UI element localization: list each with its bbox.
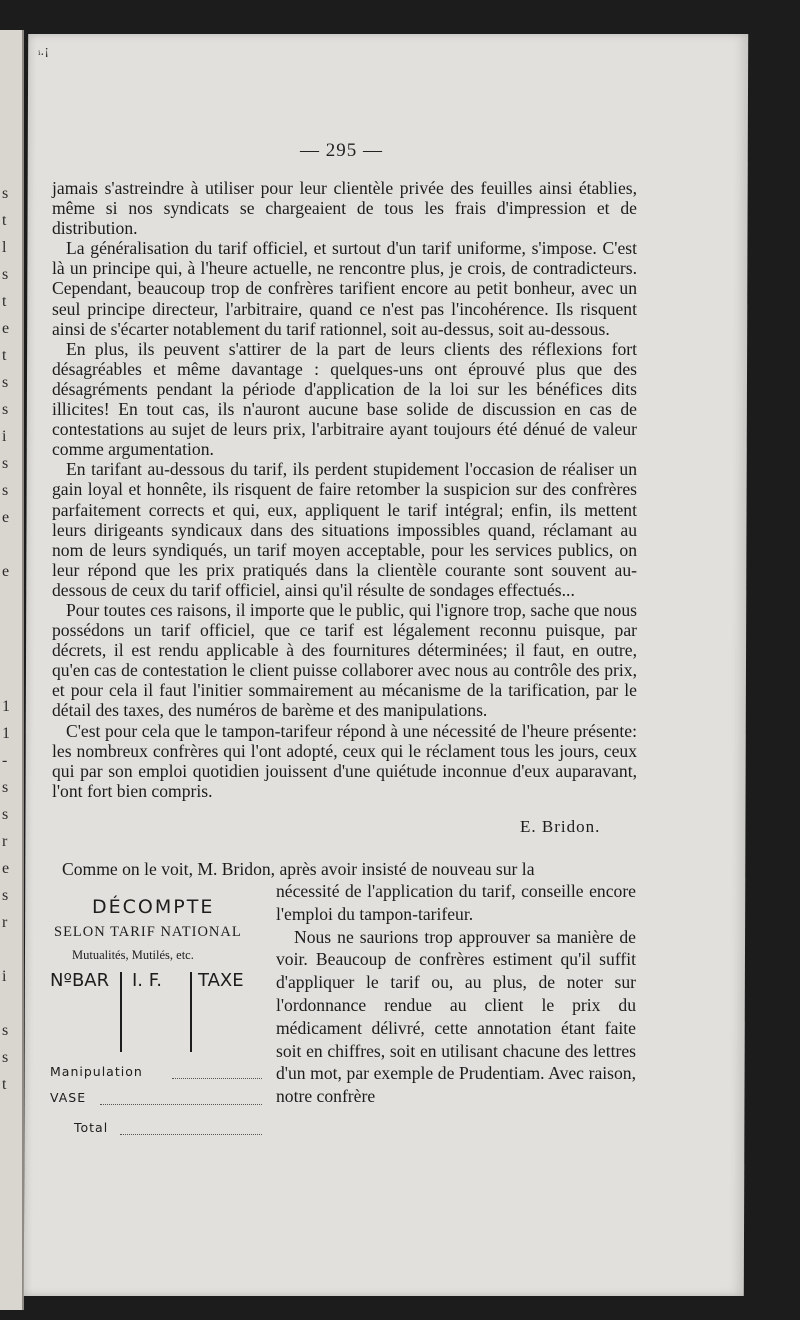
binding-mark: ᵢ.¡	[38, 44, 50, 58]
decompte-stamp	[50, 892, 270, 1142]
stamp-column-if: I. F.	[132, 970, 162, 991]
stamp-row-total: Total	[74, 1120, 109, 1135]
previous-page-margin-letters: s t l s t e t s s i s s e e 1 1 - s s r e s r i s s t	[2, 185, 10, 1093]
stamp-subtitle-2: Mutualités, Mutilés, etc.	[72, 948, 194, 962]
article-body	[52, 178, 637, 801]
stamp-row-vase: VASE	[50, 1090, 87, 1105]
paragraph: En tarifant au-dessous du tarif, ils perdent stupidement l'occasion de réaliser un gain loyal et honnête, ils risquent de faire retomber la suspicion sur des confrères parfaitement corrects et qui, eux, appliquent le tarif intégral; enfin, ils mettent leurs dirigeants syndicaux dans des situations impossibles quand, réclamant au nom de leurs syndiqués, un tarif moyen acceptable, pour les services publics, on leur répond que les prix pratiqués dans la clientèle courante sont souvent au-dessous de ceux du tarif officiel, ainsi qu'il résulte de sondages effectués...	[52, 459, 637, 600]
paragraph: La généralisation du tarif officiel, et surtout d'un tarif uniforme, s'impose. C'est là un principe qui, à l'heure actuelle, ne rencontre plus, je crois, de contradicteurs. Cependant, beaucoup trop de confrères tarifient encore au petit bonheur, avec un seul principe directeur, l'arbitraire, quand ce n'est pas l'incohérence. Ils risquent ainsi de s'écarter notablement du tarif rationnel, soit au-dessus, soit au-dessous.	[52, 238, 637, 339]
paragraph: nécessité de l'application du tarif, conseille encore l'emploi du tampon-tarifeur.	[276, 881, 636, 924]
stamp-column-taxe: TAXE	[198, 970, 244, 991]
stamp-subtitle: SELON TARIF NATIONAL	[54, 924, 242, 940]
commentary-body	[276, 880, 636, 1108]
commentary-intro: Comme on le voit, M. Bridon, après avoir insisté de nouveau sur la	[62, 859, 535, 879]
paragraph: Nous ne saurions trop approuver sa manière de voir. Beaucoup de confrères estiment qu'il suffit d'appliquer le tarif ou, au plus, de noter sur l'ordonnance rendue au client le prix du médicament délivré, cette annotation étant faite soit en chiffres, soit en utilisant chacune des lettres d'un mot, par exemple de Prudentiam. Avec raison, notre confrère	[276, 926, 636, 1107]
paragraph: En plus, ils peuvent s'attirer de la part de leurs clients des réflexions fort désagréables et même davantage : quelques-uns ont éprouvé plus que des désagréments pendant la période d'application de la loi sur les bénéfices dits illicites! En tout cas, ils n'auront aucune base solide de discussion en cas de contestations au sujet de leurs prix, l'arbitraire ayant toujours été dénué de valeur comme argumentation.	[52, 338, 637, 460]
stamp-dotted-line	[172, 1078, 262, 1079]
stamp-dotted-line	[100, 1104, 262, 1105]
stamp-title: DÉCOMPTE	[92, 896, 215, 918]
previous-page-edge	[0, 30, 24, 1310]
stamp-divider	[120, 972, 122, 1052]
stamp-column-bareme: NºBAR	[50, 970, 110, 991]
page-number: — 295 —	[300, 140, 383, 161]
author-signature: E. Bridon.	[520, 817, 601, 836]
stamp-row-manipulation: Manipulation	[50, 1064, 143, 1079]
stamp-divider	[190, 972, 192, 1052]
paragraph: C'est pour cela que le tampon-tarifeur répond à une nécessité de l'heure présente: les nombreux confrères qui l'ont adopté, ceux qui le réclament tous les jours, ceux qui par son emploi quotidien jouissent d'une quiétude inconnue d'eux auparavant, l'ont fort bien compris.	[52, 720, 637, 801]
paragraph: Pour toutes ces raisons, il importe que le public, qui l'ignore trop, sache que nous possédons un tarif officiel, que ce tarif est légalement reconnu puisque, par décrets, il est rendu applicable à des fournitures déterminées; il faut, en outre, qu'en cas de contestation le client puisse collaborer avec nous au contrôle des prix, et pour cela il faut l'initier sommairement au mécanisme de la tarification, par le détail des taxes, des numéros de barème et des manipulations.	[52, 599, 637, 721]
paragraph: jamais s'astreindre à utiliser pour leur clientèle privée des feuilles ainsi établies, même si nos syndicats se chargeaient de tous les frais d'impression et de distribution.	[52, 178, 637, 239]
stamp-dotted-line	[120, 1134, 262, 1135]
